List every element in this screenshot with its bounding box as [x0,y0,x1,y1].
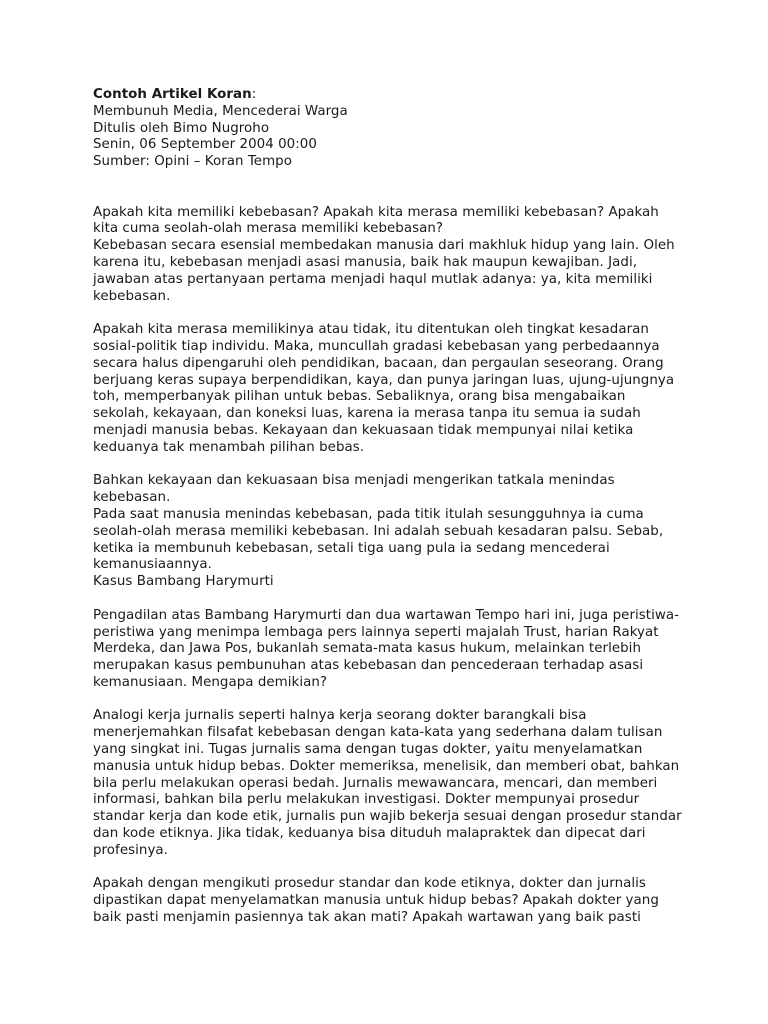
article-byline: Ditulis oleh Bimo Nugroho [93,120,270,136]
paragraph-text: Pada saat manusia menindas kebebasan, pada titik itulah sesungguhnya ia cuma seolah-olah merasa memiliki kebebasan. Ini adalah sebuah kesadaran palsu. Sebab, ketika ia membunuh kebebasan, setali tiga uang pula ia sedang mencederai kemanusiaannya. [93,506,664,573]
article-source: Sumber: Opini – Koran Tempo [93,154,292,170]
section-heading: Kasus Bambang Harymurti [93,574,274,590]
paragraph [93,708,683,859]
paragraph-text: Apakah kita memiliki kebebasan? Apakah kita merasa memiliki kebebasan? Apakah kita cuma seolah-olah merasa memiliki kebebasan? [93,204,659,237]
article-label: Contoh Artikel Koran [93,87,252,102]
paragraph-text: Apakah dengan mengikuti prosedur standar dan kode etiknya, dokter dan jurnalis dipastikan dapat menyelamatkan manusia untuk hidup bebas? Apakah dokter yang baik pasti menjamin pasiennya tak akan mati? Apakah wartawan yang baik pasti [93,876,659,926]
paragraph-text: Pengadilan atas Bambang Harymurti dan dua wartawan Tempo hari ini, juga peristiwa-peristiwa yang menimpa lembaga pers lainnya seperti majalah Trust, harian Rakyat Merdeka, dan Jawa Pos, bukanlah semata-mata kasus hukum, melainkan terlebih merupakan kasus pembunuhan atas kebebasan dan pencederaan terhadap asasi kemanusiaan. Mengapa demikian? [93,607,680,690]
paragraph [93,205,683,306]
paragraph [93,473,683,591]
article-body [93,87,683,927]
paragraph [93,876,683,926]
article-header [93,87,683,171]
paragraph-text: Analogi kerja jurnalis seperti halnya kerja seorang dokter barangkali bisa menerjemahkan filsafat kebebasan dengan kata-kata yang sederhana dalam tulisan yang singkat ini. Tugas jurnalis sama dengan tugas dokter, yaitu menyelamatkan manusia untuk hidup bebas. Dokter memeriksa, menelisik, dan memberi obat, bahkan bila perlu melakukan operasi bedah. Jurnalis mewawancara, mencari, dan memberi informasi, bahkan bila perlu melakukan investigasi. Dokter mempunyai prosedur standar kerja dan kode etik, jurnalis pun wajib bekerja sesuai dengan prosedur standar dan kode etiknya. Jika tidak, keduanya bisa dituduh malapraktek dan dipecat dari profesinya. [93,708,682,858]
article-title-line [93,87,683,104]
paragraph-text: Kebebasan secara esensial membedakan manusia dari makhluk hidup yang lain. Oleh karena itu, kebebasan menjadi asasi manusia, baik hak maupun kewajiban. Jadi, jawaban atas pertanyaan pertama menjadi haqul mutlak adanya: ya, kita memiliki kebebasan. [93,238,675,304]
article-label-colon: : [251,87,257,102]
paragraph [93,322,683,456]
article-date: Senin, 06 September 2004 00:00 [93,137,317,153]
paragraph [93,608,683,692]
paragraph-text: Bahkan kekayaan dan kekuasaan bisa menjadi mengerikan tatkala menindas kebebasan. [93,473,615,506]
article-headline: Membunuh Media, Mencederai Warga [93,103,348,119]
paragraph-text: Apakah kita merasa memilikinya atau tidak, itu ditentukan oleh tingkat kesadaran sosial-politik tiap individu. Maka, muncullah gradasi kebebasan yang perbedaannya secara halus dipengaruhi oleh pendidikan, bacaan, dan pergaulan seseorang. Orang berjuang keras supaya berpendidikan, kaya, dan punya jaringan luas, ujung-ujungnya toh, memperbanyak pilihan untuk bebas. Sebaliknya, orang bisa mengabaikan sekolah, kekayaan, dan koneksi luas, karena ia merasa tanpa itu semua ia sudah menjadi manusia bebas. Kekayaan dan kekuasaan tidak mempunyai nilai ketika keduanya tak menambah pilihan bebas. [93,322,675,455]
